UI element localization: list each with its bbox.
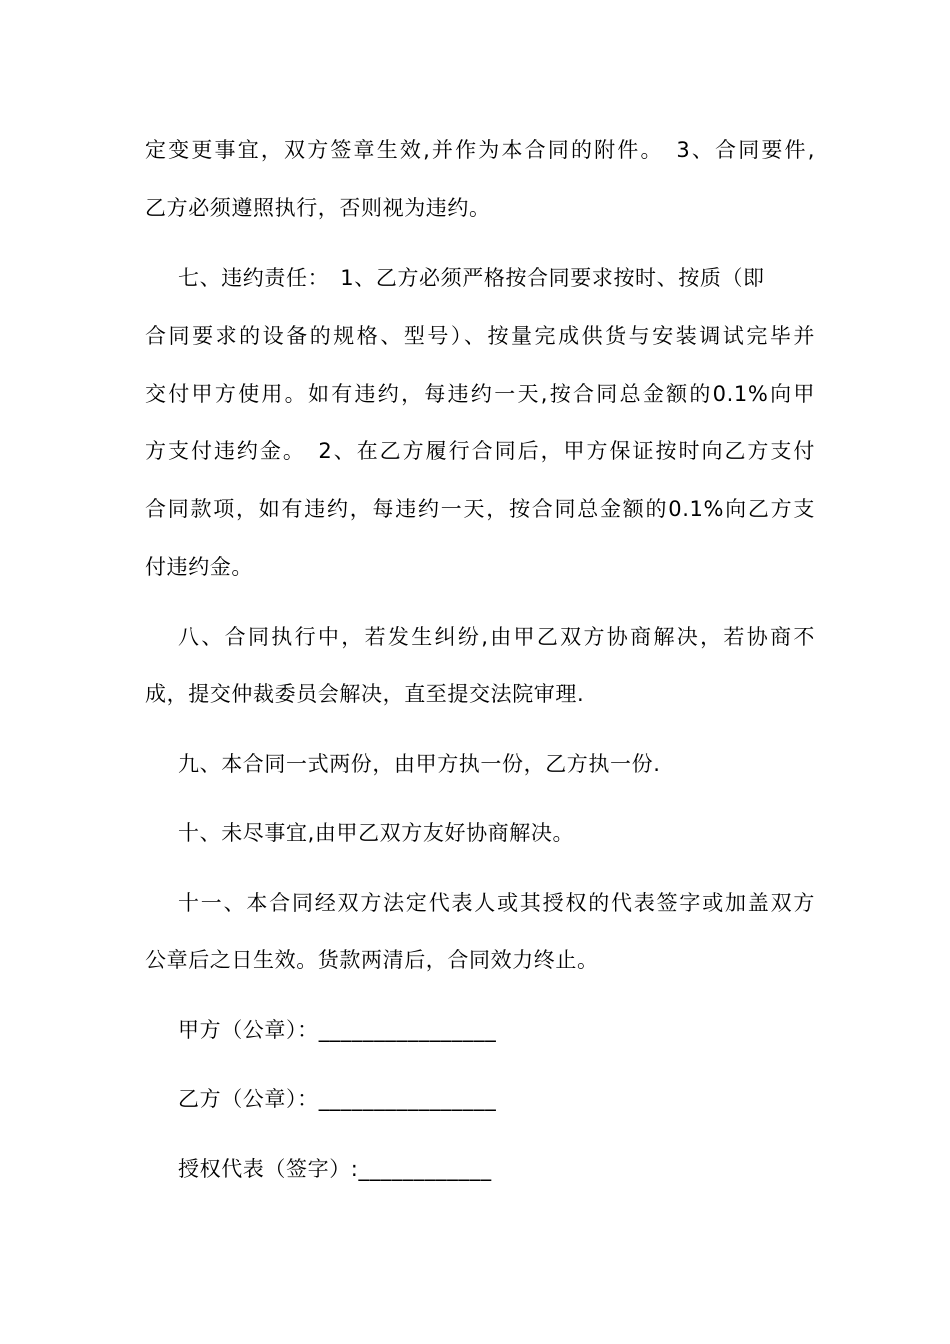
authorized-representative-signature-field: 授权代表（签字）:____________ bbox=[178, 1157, 492, 1181]
clause-7-line-3: 交付甲方使用。如有违约，每违约一天,按合同总金额的0.1%向甲 bbox=[145, 382, 815, 406]
clause-10: 十、未尽事宜,由甲乙双方友好协商解决。 bbox=[178, 821, 575, 845]
clause-11-line-2: 公章后之日生效。货款两清后，合同效力终止。 bbox=[145, 948, 599, 972]
clause-6-line-2: 乙方必须遵照执行，否则视为违约。 bbox=[145, 196, 491, 220]
clause-9: 九、本合同一式两份，由甲方执一份，乙方执一份. bbox=[178, 752, 661, 776]
party-a-seal-field: 甲方（公章）：________________ bbox=[178, 1018, 497, 1042]
clause-7-line-1: 七、违约责任： 1、乙方必须严格按合同要求按时、按质（即 bbox=[178, 266, 765, 290]
clause-11-line-1: 十一、本合同经双方法定代表人或其授权的代表签字或加盖双方 bbox=[178, 891, 815, 915]
clause-7-line-4: 方支付违约金。 2、在乙方履行合同后，甲方保证按时向乙方支付 bbox=[145, 439, 815, 463]
clause-7-line-2: 合同要求的设备的规格、型号）、按量完成供货与安装调试完毕并 bbox=[145, 324, 815, 348]
clause-7-line-6: 付违约金。 bbox=[145, 555, 253, 579]
clause-6-line-1: 定变更事宜，双方签章生效,并作为本合同的附件。 3、合同要件, bbox=[145, 138, 815, 162]
clause-8-line-2: 成，提交仲裁委员会解决，直至提交法院审理. bbox=[145, 682, 585, 706]
party-b-seal-field: 乙方（公章）：________________ bbox=[178, 1087, 497, 1111]
clause-7-line-5: 合同款项，如有违约，每违约一天，按合同总金额的0.1%向乙方支 bbox=[145, 497, 815, 521]
clause-8-line-1: 八、合同执行中，若发生纠纷,由甲乙双方协商解决，若协商不 bbox=[178, 625, 815, 649]
